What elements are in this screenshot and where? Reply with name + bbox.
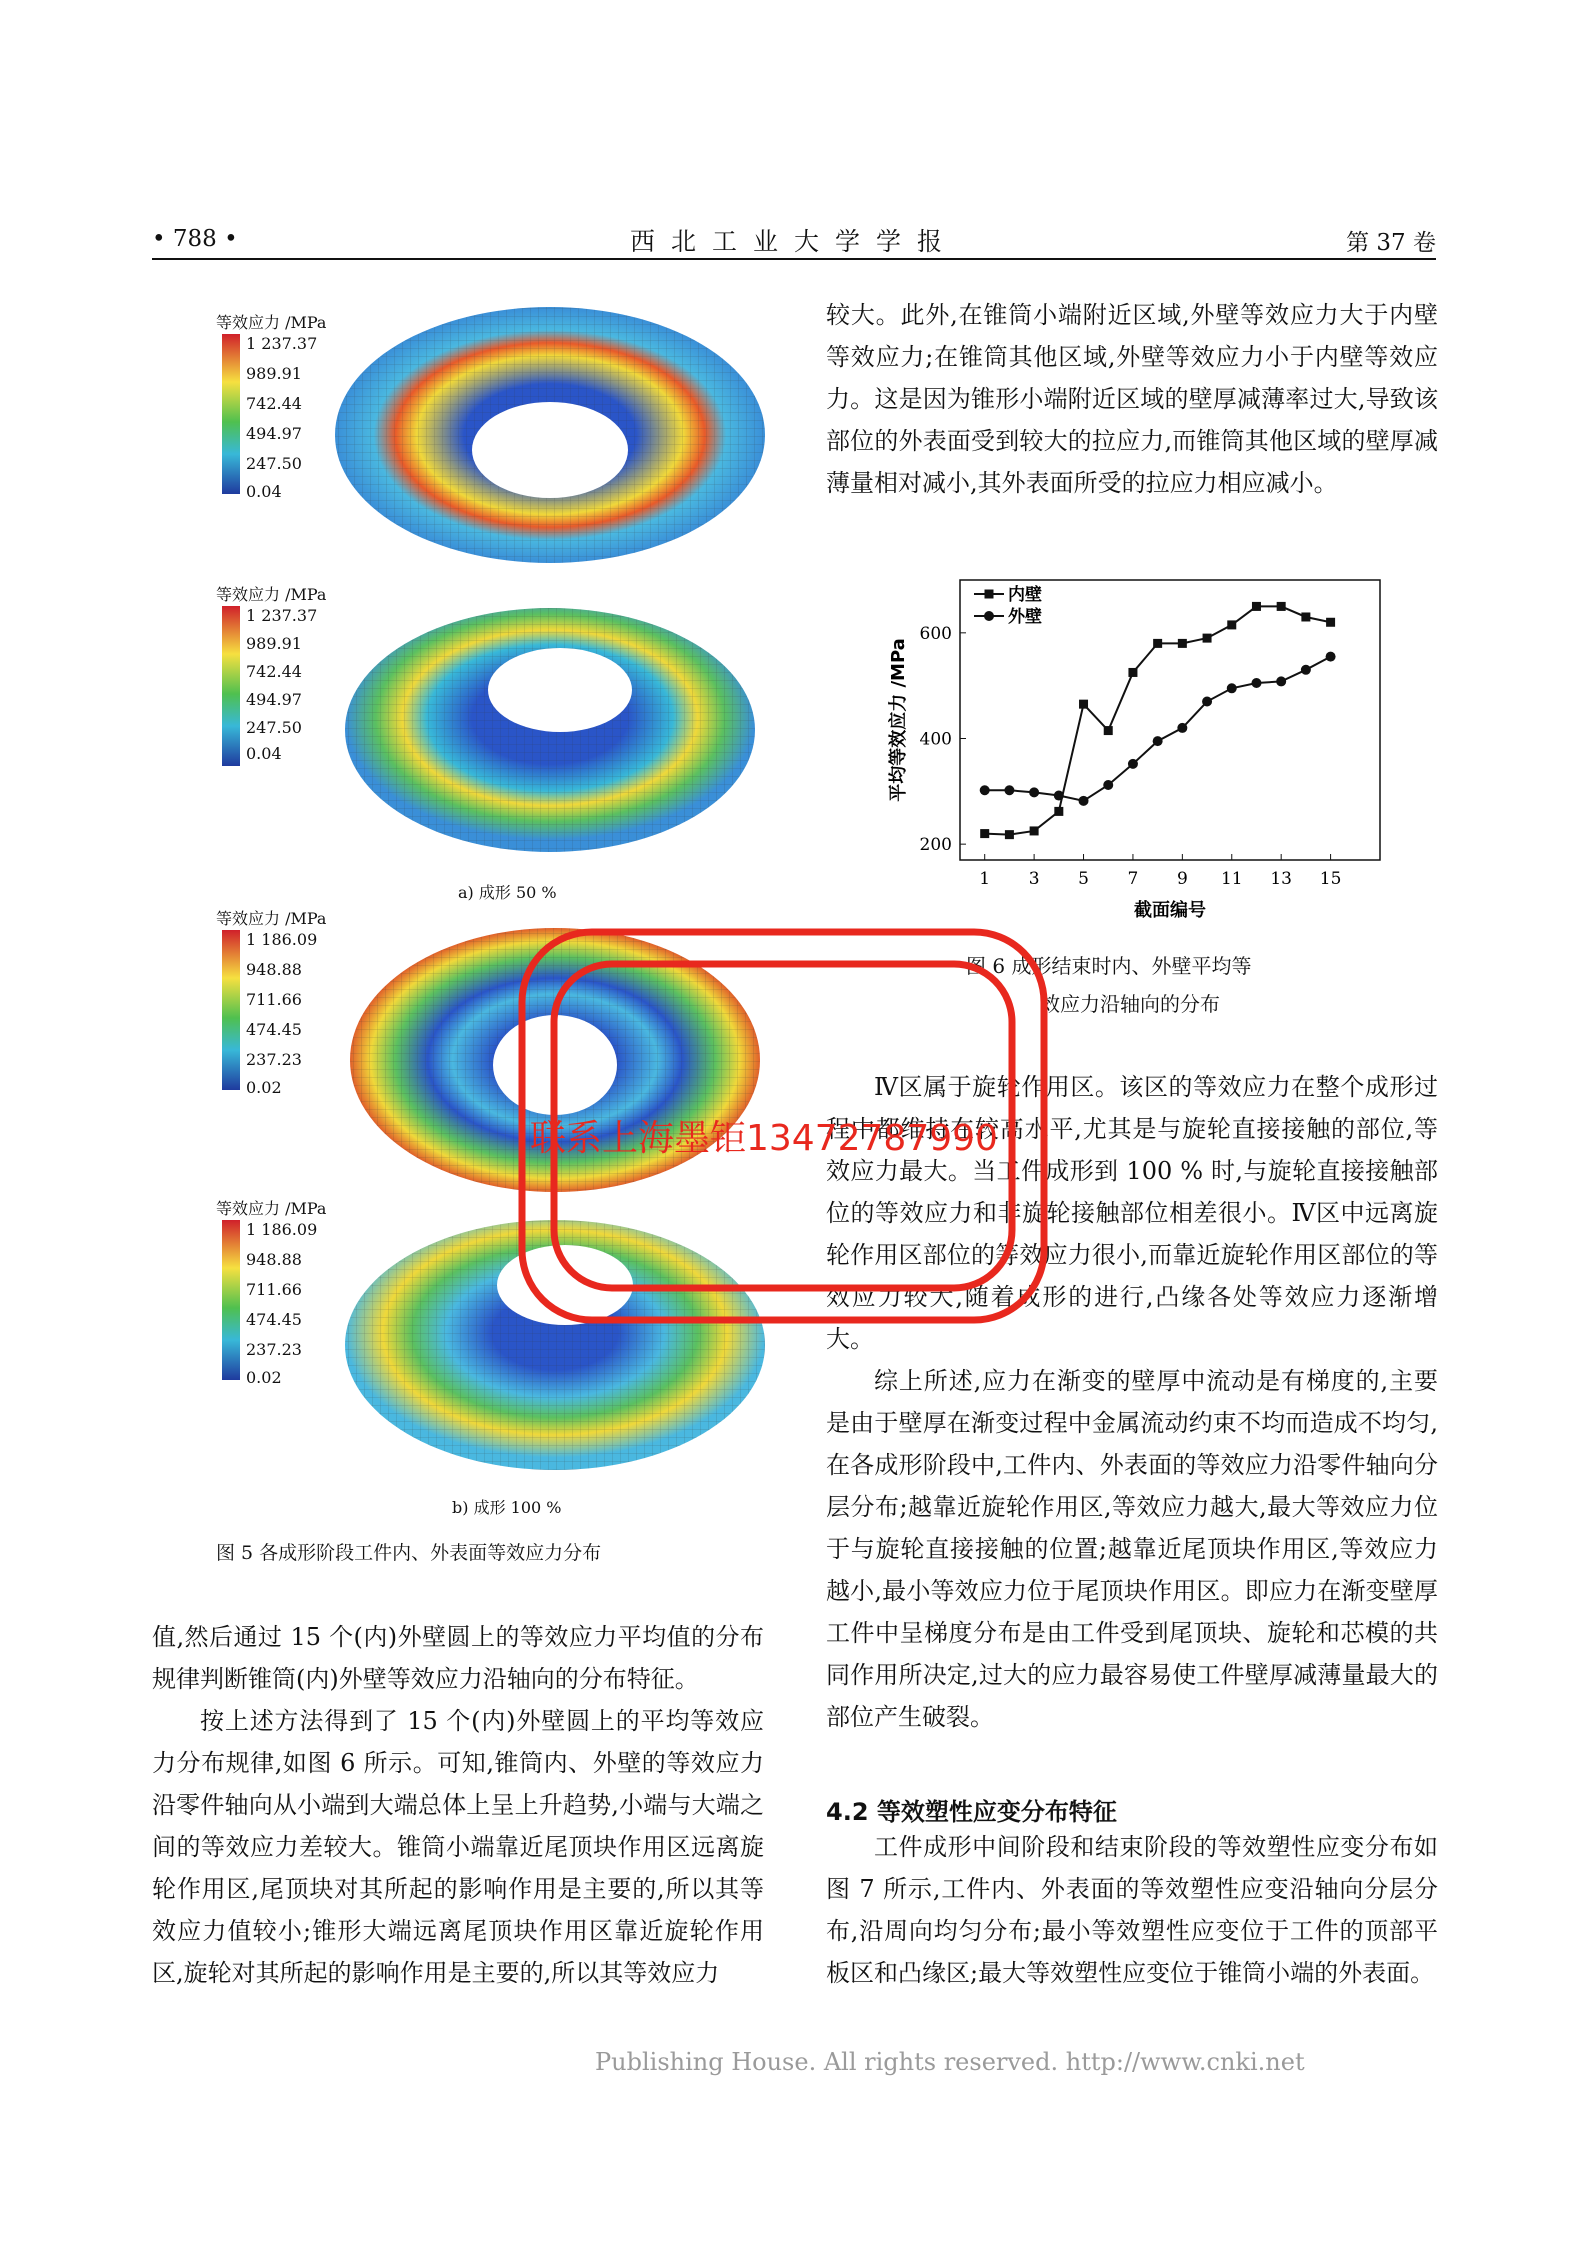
legend-tick: 711.66 xyxy=(246,990,302,1009)
x-tick-label: 3 xyxy=(1028,869,1040,889)
x-tick-label: 15 xyxy=(1319,869,1342,889)
legend-tick: 1 237.37 xyxy=(246,606,318,625)
journal-title: 西北工业大学学报 xyxy=(629,227,958,256)
data-point xyxy=(1301,665,1311,675)
legend-tick: 494.97 xyxy=(246,424,302,443)
legend-tick: 494.97 xyxy=(246,690,302,709)
y-tick-label: 400 xyxy=(919,729,952,750)
subfigure-a-label: a) 成形 50 % xyxy=(458,883,557,902)
legend-panel-4 xyxy=(216,1196,356,1396)
data-point xyxy=(1103,780,1113,790)
data-point xyxy=(1202,697,1212,707)
volume-label: 第 37 卷 xyxy=(1346,230,1436,256)
legend-tick: 0.04 xyxy=(246,744,282,763)
legend-marker xyxy=(985,590,994,599)
data-point xyxy=(1326,618,1335,627)
x-tick-label: 13 xyxy=(1270,869,1292,889)
legend-tick: 1 237.37 xyxy=(246,334,318,353)
paragraph-text: 工件成形中间阶段和结束阶段的等效塑性应变分布如图 7 所示,工件内、外表面的等效塑性应变沿轴向分层分布,沿周向均匀分布;最小等效塑性应变位于工件的顶部平板区和凸缘区;最大等效塑性应变位于锥筒小端的外表面。 xyxy=(826,1833,1438,1987)
data-point xyxy=(1301,612,1310,621)
legend-tick: 948.88 xyxy=(246,1250,302,1269)
x-axis-label: 截面编号 xyxy=(1134,900,1206,921)
stress-plot-inner-50 xyxy=(330,300,770,570)
data-point xyxy=(1252,602,1261,611)
legend-title: 等效应力 /MPa xyxy=(216,909,327,928)
x-tick-label: 7 xyxy=(1127,869,1139,889)
right-paragraph-top xyxy=(826,294,1438,504)
data-point xyxy=(1177,723,1187,733)
section-heading: 4.2 等效塑性应变分布特征 xyxy=(826,1798,1117,1826)
paragraph-text: 按上述方法得到了 15 个(内)外壁圆上的平均等效应力分布规律,如图 6 所示。可知,锥筒内、外壁的等效应力沿零件轴向从小端到大端总体上呈上升趋势,小端与大端之间的等效应力差较大。锥筒小端靠近尾顶块作用区远离旋轮作用区,尾顶块对其所起的影响作用是主要的,所以其等效应力值较小;锥形大端远离尾顶块作用区靠近旋轮作用区,旋轮对其所起的影响作用是主要的,所以其等效应力 xyxy=(152,1707,764,1987)
legend-tick: 742.44 xyxy=(246,394,302,413)
data-point xyxy=(1153,736,1163,746)
copyright-footer: Publishing House. All rights reserved. http://www.cnki.net xyxy=(595,2048,1305,2076)
legend-tick: 237.23 xyxy=(246,1340,302,1359)
watermark-text: 联系上海墨钜13472787990 xyxy=(530,1118,998,1159)
legend-tick: 247.50 xyxy=(246,454,302,473)
legend-label: 外壁 xyxy=(1008,607,1042,627)
data-point xyxy=(1054,791,1064,801)
data-point xyxy=(1030,826,1039,835)
figure-6-chart xyxy=(860,560,1420,940)
figure-5-caption: 图 5 各成形阶段工件内、外表面等效应力分布 xyxy=(216,1542,602,1564)
legend-title: 等效应力 /MPa xyxy=(216,1199,327,1218)
data-point xyxy=(1004,785,1014,795)
data-point xyxy=(1029,787,1039,797)
legend-title: 等效应力 /MPa xyxy=(216,585,327,604)
color-scale xyxy=(222,930,240,1090)
x-tick-label: 5 xyxy=(1078,869,1089,889)
legend-marker xyxy=(984,611,994,621)
legend-tick: 474.45 xyxy=(246,1020,302,1039)
legend-panel-2 xyxy=(216,582,356,782)
legend-tick: 247.50 xyxy=(246,718,302,737)
legend-panel-3 xyxy=(216,906,356,1106)
header-rule xyxy=(152,258,1436,260)
legend-tick: 948.88 xyxy=(246,960,302,979)
chart-marks xyxy=(980,602,1336,839)
paragraph-text: 较大。此外,在锥筒小端附近区域,外壁等效应力大于内壁等效应力;在锥筒其他区域,外壁等效应力小于内壁等效应力。这是因为锥形小端附近区域的壁厚减薄率过大,导致该部位的外表面受到较大的拉应力,而锥筒其他区域的壁厚减薄量相对减小,其外表面所受的拉应力相应减小。 xyxy=(826,301,1438,497)
color-scale xyxy=(222,334,240,494)
data-point xyxy=(1079,700,1088,709)
figure-6-caption-line-1: 图 6 成形结束时内、外壁平均等 xyxy=(966,954,1252,978)
figure-6-caption-line-2: 效应力沿轴向的分布 xyxy=(1040,992,1220,1016)
legend-tick: 0.02 xyxy=(246,1368,282,1387)
data-point xyxy=(1128,668,1137,677)
running-header xyxy=(152,222,1436,258)
y-tick-label: 600 xyxy=(919,623,952,644)
data-point xyxy=(1276,676,1286,686)
legend-tick: 1 186.09 xyxy=(246,1220,318,1239)
data-point xyxy=(1203,634,1212,643)
legend-tick: 474.45 xyxy=(246,1310,302,1329)
left-paragraph xyxy=(152,1616,764,1994)
legend-tick: 0.04 xyxy=(246,482,282,501)
data-point xyxy=(1153,639,1162,648)
legend-tick: 237.23 xyxy=(246,1050,302,1069)
chart-axes xyxy=(887,580,1380,921)
paragraph-text: Ⅳ区属于旋轮作用区。该区的等效应力在整个成形过程中都维持在较高水平,尤其是与旋轮直接接触的部位,等效应力最大。当工件成形到 100 % 时,与旋轮直接接触部位的等效应力和非旋轮接触部位相差很小。Ⅳ区中远离旋轮作用区部位的等效应力很小,而靠近旋轮作用区部位的等效应力较大,随着成形的进行,凸缘各处等效应力逐渐增大。 xyxy=(826,1073,1438,1353)
legend-label: 内壁 xyxy=(1008,585,1042,605)
data-point xyxy=(1054,807,1063,816)
legend-tick: 742.44 xyxy=(246,662,302,681)
right-paragraph-strain xyxy=(826,1826,1438,1994)
data-point xyxy=(1227,683,1237,693)
data-point xyxy=(980,785,990,795)
legend-title: 等效应力 /MPa xyxy=(216,313,327,332)
data-point xyxy=(1128,759,1138,769)
data-point xyxy=(980,829,989,838)
data-point xyxy=(1277,602,1286,611)
paragraph-text: 综上所述,应力在渐变的壁厚中流动是有梯度的,主要是由于壁厚在渐变过程中金属流动约束不均而造成不均匀,在各成形阶段中,工件内、外表面的等效应力沿零件轴向分层分布;越靠近旋轮作用区,等效应力越大,最大等效应力位于与旋轮直接接触的位置;越靠近尾顶块作用区,等效应力越小,最小等效应力位于尾顶块作用区。即应力在渐变壁厚工件中呈梯度分布是由工件受到尾顶块、旋轮和芯模的共同作用所决定,过大的应力最容易使工件壁厚减薄量最大的部位产生破裂。 xyxy=(826,1367,1438,1731)
color-scale xyxy=(222,606,240,766)
legend-tick: 989.91 xyxy=(246,634,302,653)
legend-tick: 0.02 xyxy=(246,1078,282,1097)
data-point xyxy=(1079,796,1089,806)
y-axis-label: 平均等效应力 /MPa xyxy=(888,638,909,802)
x-tick-label: 11 xyxy=(1220,869,1243,889)
subfigure-b-label: b) 成形 100 % xyxy=(452,1498,562,1517)
color-scale xyxy=(222,1220,240,1380)
data-point xyxy=(1104,726,1113,735)
page-number: • 788 • xyxy=(152,226,238,252)
chart-legend xyxy=(974,584,1042,627)
data-point xyxy=(1251,678,1261,688)
data-point xyxy=(1326,652,1336,662)
legend-tick: 989.91 xyxy=(246,364,302,383)
y-tick-label: 200 xyxy=(919,835,952,856)
data-point xyxy=(1005,830,1014,839)
data-point xyxy=(1227,620,1236,629)
legend-tick: 1 186.09 xyxy=(246,930,318,949)
stress-plot-outer-50 xyxy=(340,600,760,860)
paragraph-text: 值,然后通过 15 个(内)外壁圆上的等效应力平均值的分布规律判断锥筒(内)外壁等效应力沿轴向的分布特征。 xyxy=(152,1623,764,1693)
x-tick-label: 1 xyxy=(979,869,991,889)
legend-tick: 711.66 xyxy=(246,1280,302,1299)
data-point xyxy=(1178,639,1187,648)
x-tick-label: 9 xyxy=(1176,869,1188,889)
